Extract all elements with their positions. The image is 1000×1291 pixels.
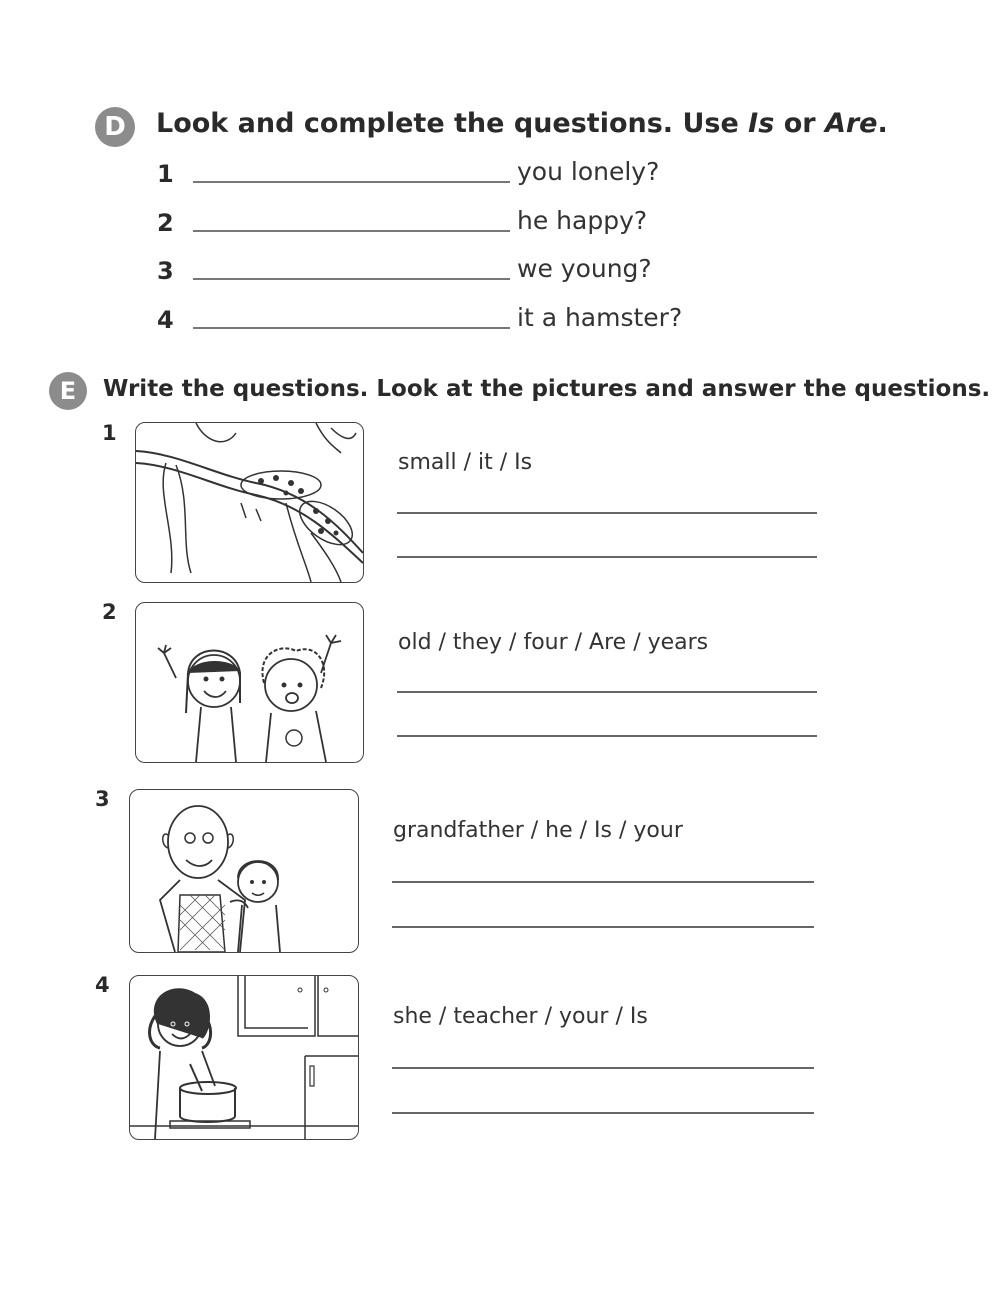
question-text: he happy?: [517, 206, 648, 235]
answer-blank[interactable]: [193, 230, 510, 232]
scramble-prompt: she / teacher / your / Is: [393, 1004, 648, 1029]
picture-cooking: [129, 975, 359, 1140]
section-d-instruction: Look and complete the questions. Use Is or Are.: [156, 108, 888, 139]
answer-line[interactable]: [397, 691, 817, 693]
lizard-illustration: [136, 423, 363, 582]
question-text: we young?: [517, 254, 652, 283]
answer-line[interactable]: [392, 1112, 814, 1114]
question-text: you lonely?: [517, 157, 660, 186]
picture-children: [135, 602, 364, 763]
question-number: 1: [157, 160, 174, 188]
item-number: 3: [95, 787, 110, 811]
section-e-instruction: Write the questions. Look at the pictures and answer the questions.: [103, 376, 991, 402]
scramble-prompt: old / they / four / Are / years: [398, 630, 709, 655]
question-number: 2: [157, 209, 174, 237]
scramble-prompt: small / it / Is: [398, 450, 533, 475]
scramble-prompt: grandfather / he / Is / your: [393, 818, 683, 843]
word-are: Are: [824, 108, 878, 139]
answer-line[interactable]: [397, 512, 817, 514]
section-e-letter: E: [59, 377, 77, 405]
picture-grandfather: [129, 789, 359, 953]
question-text: it a hamster?: [517, 303, 683, 332]
children-illustration: [136, 603, 363, 762]
answer-line[interactable]: [397, 556, 817, 558]
section-d-letter: D: [104, 112, 126, 142]
answer-line[interactable]: [392, 881, 814, 883]
item-number: 2: [102, 600, 117, 624]
answer-line[interactable]: [397, 735, 817, 737]
question-number: 3: [157, 257, 174, 285]
answer-line[interactable]: [392, 1067, 814, 1069]
cooking-illustration: [130, 976, 358, 1139]
word-is: Is: [748, 108, 775, 139]
answer-blank[interactable]: [193, 278, 510, 280]
item-number: 4: [95, 973, 110, 997]
answer-blank[interactable]: [193, 181, 510, 183]
section-d-badge: [95, 107, 135, 147]
question-number: 4: [157, 306, 174, 334]
answer-line[interactable]: [392, 926, 814, 928]
grandfather-illustration: [130, 790, 358, 952]
picture-lizard: [135, 422, 364, 583]
item-number: 1: [102, 421, 117, 445]
section-e-badge: [49, 372, 87, 410]
answer-blank[interactable]: [193, 327, 510, 329]
